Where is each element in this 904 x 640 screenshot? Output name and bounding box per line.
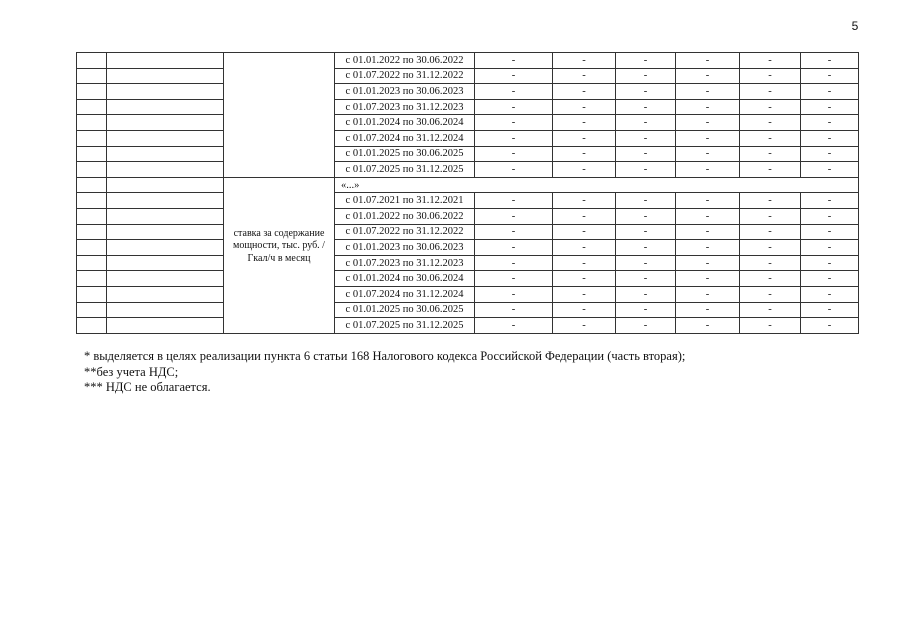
period-cell: с 01.01.2022 по 30.06.2022 [335, 208, 475, 224]
index-cell [77, 255, 107, 271]
value-cell: - [740, 193, 801, 209]
value-cell: - [801, 208, 859, 224]
index-cell [77, 162, 107, 178]
value-cell: - [475, 53, 553, 69]
value-cell: - [553, 68, 616, 84]
value-cell: - [740, 146, 801, 162]
value-cell: - [616, 255, 676, 271]
value-cell: - [676, 130, 740, 146]
value-cell: - [740, 240, 801, 256]
value-cell: - [553, 240, 616, 256]
index-cell [77, 271, 107, 287]
table-row [77, 53, 859, 69]
index-cell [77, 302, 107, 318]
value-cell: - [553, 224, 616, 240]
value-cell: - [801, 193, 859, 209]
value-cell: - [801, 68, 859, 84]
capacity-rate-label: ставка за содержание мощности, тыс. руб. /Гкал/ч в месяц [233, 227, 325, 264]
value-cell: - [676, 84, 740, 100]
value-cell: - [553, 318, 616, 334]
name-cell [107, 286, 224, 302]
footnote-vat-exempt: *** НДС не облагается. [84, 380, 211, 394]
value-cell: - [801, 318, 859, 334]
value-cell: - [740, 208, 801, 224]
index-cell [77, 130, 107, 146]
value-cell: - [616, 193, 676, 209]
index-cell [77, 224, 107, 240]
value-cell: - [553, 146, 616, 162]
index-cell [77, 53, 107, 69]
name-cell [107, 240, 224, 256]
value-cell: - [801, 240, 859, 256]
value-cell: - [740, 68, 801, 84]
index-cell [77, 99, 107, 115]
value-cell: - [740, 255, 801, 271]
table-row [77, 193, 859, 209]
value-cell: - [616, 208, 676, 224]
value-cell: - [676, 271, 740, 287]
value-cell: - [676, 68, 740, 84]
value-cell: - [740, 286, 801, 302]
value-cell: - [676, 162, 740, 178]
value-cell: - [616, 146, 676, 162]
name-cell [107, 115, 224, 131]
value-cell: - [801, 146, 859, 162]
tariff-table [76, 52, 859, 334]
period-cell: с 01.07.2022 по 31.12.2022 [335, 224, 475, 240]
table-row [77, 84, 859, 100]
index-cell [77, 115, 107, 131]
value-cell: - [616, 286, 676, 302]
value-cell: - [616, 68, 676, 84]
index-cell [77, 84, 107, 100]
value-cell: - [616, 224, 676, 240]
period-cell: с 01.01.2023 по 30.06.2023 [335, 84, 475, 100]
value-cell: - [475, 84, 553, 100]
value-cell: - [801, 255, 859, 271]
value-cell: - [616, 53, 676, 69]
indicator-label-cell [224, 177, 335, 333]
table-row [77, 177, 859, 193]
value-cell: - [616, 115, 676, 131]
table-row [77, 99, 859, 115]
period-cell: с 01.07.2023 по 31.12.2023 [335, 255, 475, 271]
value-cell: - [553, 115, 616, 131]
index-cell [77, 193, 107, 209]
period-cell: с 01.01.2025 по 30.06.2025 [335, 302, 475, 318]
value-cell: - [616, 130, 676, 146]
value-cell: - [676, 255, 740, 271]
value-cell: - [475, 286, 553, 302]
value-cell: - [801, 286, 859, 302]
indicator-cell [224, 53, 335, 178]
value-cell: - [676, 302, 740, 318]
value-cell: - [801, 302, 859, 318]
table-row [77, 162, 859, 178]
name-cell [107, 162, 224, 178]
value-cell: - [553, 193, 616, 209]
name-cell [107, 318, 224, 334]
value-cell: - [740, 318, 801, 334]
value-cell: - [801, 99, 859, 115]
table-row [77, 286, 859, 302]
period-cell: с 01.07.2022 по 31.12.2022 [335, 68, 475, 84]
period-cell: с 01.01.2024 по 30.06.2024 [335, 271, 475, 287]
table-row [77, 146, 859, 162]
name-cell [107, 271, 224, 287]
index-cell [77, 208, 107, 224]
value-cell: - [475, 115, 553, 131]
value-cell: - [676, 240, 740, 256]
value-cell: - [740, 302, 801, 318]
value-cell: - [475, 146, 553, 162]
value-cell: - [475, 240, 553, 256]
name-cell [107, 193, 224, 209]
value-cell: - [616, 271, 676, 287]
value-cell: - [801, 271, 859, 287]
value-cell: - [475, 99, 553, 115]
value-cell: - [740, 130, 801, 146]
period-cell: с 01.07.2024 по 31.12.2024 [335, 286, 475, 302]
table-row [77, 224, 859, 240]
name-cell [107, 255, 224, 271]
table-row [77, 115, 859, 131]
table-row [77, 302, 859, 318]
table-row [77, 130, 859, 146]
index-cell [77, 286, 107, 302]
value-cell: - [553, 53, 616, 69]
value-cell: - [616, 318, 676, 334]
table-row [77, 255, 859, 271]
value-cell: - [553, 208, 616, 224]
value-cell: - [553, 302, 616, 318]
value-cell: - [475, 302, 553, 318]
value-cell: - [676, 208, 740, 224]
value-cell: - [553, 84, 616, 100]
value-cell: - [553, 99, 616, 115]
table-row [77, 68, 859, 84]
value-cell: - [676, 146, 740, 162]
value-cell: - [676, 286, 740, 302]
value-cell: - [740, 162, 801, 178]
value-cell: - [676, 53, 740, 69]
value-cell: - [740, 84, 801, 100]
value-cell: - [676, 115, 740, 131]
value-cell: - [676, 224, 740, 240]
value-cell: - [616, 84, 676, 100]
value-cell: - [616, 99, 676, 115]
value-cell: - [676, 193, 740, 209]
value-cell: - [475, 318, 553, 334]
value-cell: - [801, 53, 859, 69]
name-cell [107, 302, 224, 318]
table-row [77, 240, 859, 256]
index-cell [77, 177, 107, 193]
tariff-table-body [77, 53, 859, 334]
name-cell [107, 68, 224, 84]
value-cell: - [801, 224, 859, 240]
ellipsis-cell: «...» [335, 177, 859, 193]
period-cell: с 01.07.2023 по 31.12.2023 [335, 99, 475, 115]
index-cell [77, 318, 107, 334]
value-cell: - [553, 255, 616, 271]
value-cell: - [475, 193, 553, 209]
value-cell: - [676, 318, 740, 334]
value-cell: - [616, 240, 676, 256]
value-cell: - [475, 68, 553, 84]
value-cell: - [616, 162, 676, 178]
table-row [77, 318, 859, 334]
value-cell: - [475, 255, 553, 271]
period-cell: с 01.01.2024 по 30.06.2024 [335, 115, 475, 131]
name-cell [107, 177, 224, 193]
period-cell: с 01.07.2025 по 31.12.2025 [335, 162, 475, 178]
name-cell [107, 84, 224, 100]
name-cell [107, 208, 224, 224]
value-cell: - [475, 224, 553, 240]
footnotes [84, 349, 685, 396]
footnote-vat-allocation: * выделяется в целях реализации пункта 6 статьи 168 Налогового кодекса Российской Федерации (часть вторая); [84, 349, 686, 363]
period-cell: с 01.07.2024 по 31.12.2024 [335, 130, 475, 146]
value-cell: - [475, 271, 553, 287]
period-cell: с 01.01.2023 по 30.06.2023 [335, 240, 475, 256]
page-number: 5 [851, 19, 859, 33]
value-cell: - [801, 84, 859, 100]
table-row [77, 271, 859, 287]
name-cell [107, 99, 224, 115]
value-cell: - [553, 130, 616, 146]
period-cell: с 01.01.2025 по 30.06.2025 [335, 146, 475, 162]
period-cell: с 01.07.2021 по 31.12.2021 [335, 193, 475, 209]
value-cell: - [676, 99, 740, 115]
value-cell: - [475, 130, 553, 146]
value-cell: - [801, 162, 859, 178]
value-cell: - [740, 271, 801, 287]
period-cell: с 01.07.2025 по 31.12.2025 [335, 318, 475, 334]
value-cell: - [553, 286, 616, 302]
value-cell: - [616, 302, 676, 318]
value-cell: - [740, 99, 801, 115]
index-cell [77, 68, 107, 84]
index-cell [77, 146, 107, 162]
table-row [77, 208, 859, 224]
period-cell: с 01.01.2022 по 30.06.2022 [335, 53, 475, 69]
value-cell: - [740, 115, 801, 131]
index-cell [77, 240, 107, 256]
value-cell: - [801, 130, 859, 146]
value-cell: - [475, 208, 553, 224]
value-cell: - [740, 53, 801, 69]
name-cell [107, 53, 224, 69]
value-cell: - [553, 271, 616, 287]
name-cell [107, 146, 224, 162]
name-cell [107, 224, 224, 240]
name-cell [107, 130, 224, 146]
value-cell: - [740, 224, 801, 240]
footnote-without-vat: **без учета НДС; [84, 364, 179, 379]
value-cell: - [475, 162, 553, 178]
value-cell: - [553, 162, 616, 178]
value-cell: - [801, 115, 859, 131]
